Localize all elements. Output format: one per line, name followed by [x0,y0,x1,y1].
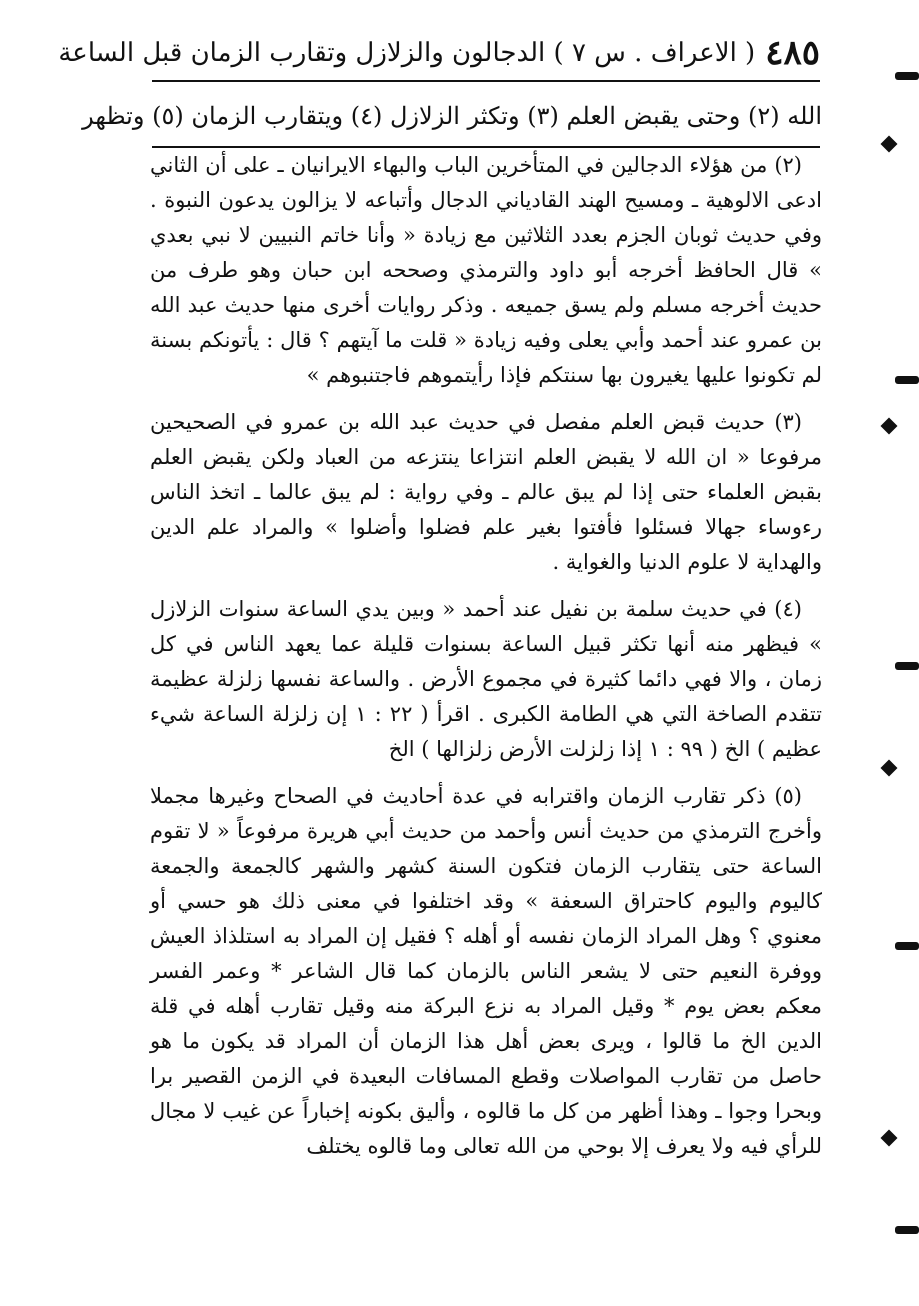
binding-mark [895,1226,919,1234]
footnote-2: (٢) من هؤلاء الدجالين في المتأخرين الباب والبهاء الايرانيان ـ على أن الثاني ادعى الالوهية ـ ومسيح الهند القادياني الدجال وأتباعه لا يزالون يدعون النبوة . وفي حديث ثوبان الجزم بعدد الثلاثين مع زيادة « وأنا خاتم النبيين لا نبي بعدي » قال الحافظ أخرجه أبو داود والترمذي وصححه ابن حبان وهو طرف من حديث أخرجه مسلم ولم يسق جميعه . وذكر روايات أخرى منها حديث عبد الله بن عمرو عند أحمد وأبي يعلى وفيه زيادة « قلت ما آيتهم ؟ قال : يأتونكم بسنة لم تكونوا عليها يغيرون بها سنتكم فإذا رأيتموهم فاجتنبوهم » [150,153,822,387]
binding-mark [881,1130,898,1147]
running-title: ( الاعراف . س ٧ ) الدجالون والزلازل وتقارب الزمان قبل الساعة [58,38,756,68]
footnote-4: (٤) في حديث سلمة بن نفيل عند أحمد « وبين يدي الساعة سنوات الزلازل » فيظهر منه أنها تكثر قبيل الساعة بسنوات قليلة عما يعهد الناس في كل زمان ، والا فهي دائما كثيرة في مجموع الأرض . والساعة نفسها زلزلة عظيمة تتقدم الصاخة التي هي الطامة الكبرى . اقرأ ( ٢٢ : ١ إن زلزلة الساعة شيء عظيم ) الخ ( ٩٩ : ١ إذا زلزلت الأرض زلزالها ) الخ [150,597,823,761]
binding-mark [881,418,898,435]
page-number: ٤٨٥ [765,33,820,73]
binding-mark [895,72,919,80]
footnote-5: (٥) ذكر تقارب الزمان واقترابه في عدة أحاديث في الصحاح وغيرها مجملا وأخرج الترمذي من حديث أنس وأحمد من حديث أبي هريرة مرفوعاً « لا تقوم الساعة حتى يتقارب الزمان فتكون السنة كشهر والشهر كالجمعة والجمعة كاليوم واليوم كاحتراق السعفة » وقد اختلفوا في معنى ذلك هو حسي أو معنوي ؟ وهل المراد الزمان نفسه أو أهله ؟ فقيل إن المراد به استلذاذ العيش ووفرة النعيم حتى لا يشعر الناس بالزمان كما قال الشاعر * وعمر الفسر معكم بعض يوم * وقيل المراد به نزع البركة منه وقيل تقارب أهله في قلة الدين الخ ما قالوا ، ويرى بعض أهل هذا الزمان أن المراد قد يكون ما هو حاصل من تقارب المواصلات وقطع المسافات البعيدة في الزمن القصير برا وبحرا وجوا ـ وهذا أظهر من كل ما قالوه ، وأليق بكونه إخباراً عن غيب لا مجال للرأي فيه ولا يعرف إلا بوحي من الله تعالى وما قالوه يختلف [150,784,822,1158]
footnotes [150,148,822,1306]
binding-mark [895,376,919,384]
binding-mark [895,662,919,670]
binding-mark [895,942,919,950]
footnote-3: (٣) حديث قبض العلم مفصل في حديث عبد الله بن عمرو في الصحيحين مرفوعا « ان الله لا يقبض العلم انتزاعا ينتزعه من العباد ولكن يقبض العلم بقبض العلماء حتى إذا لم يبق عالم ـ وفي رواية : لم يبق عالما ـ اتخذ الناس رءوساء جهالا فسئلوا فأفتوا بغير علم فضلوا وأضلوا » والمراد علم الدين والهداية لا علوم الدنيا والغواية . [150,410,822,574]
header-rule [152,80,820,82]
hadith-main-text-line: الله (٢) وحتى يقبض العلم (٣) وتكثر الزلازل (٤) ويتقارب الزمان (٥) وتظهر [82,102,822,130]
binding-mark [881,136,898,153]
running-header [58,30,820,76]
binding-mark [881,760,898,777]
